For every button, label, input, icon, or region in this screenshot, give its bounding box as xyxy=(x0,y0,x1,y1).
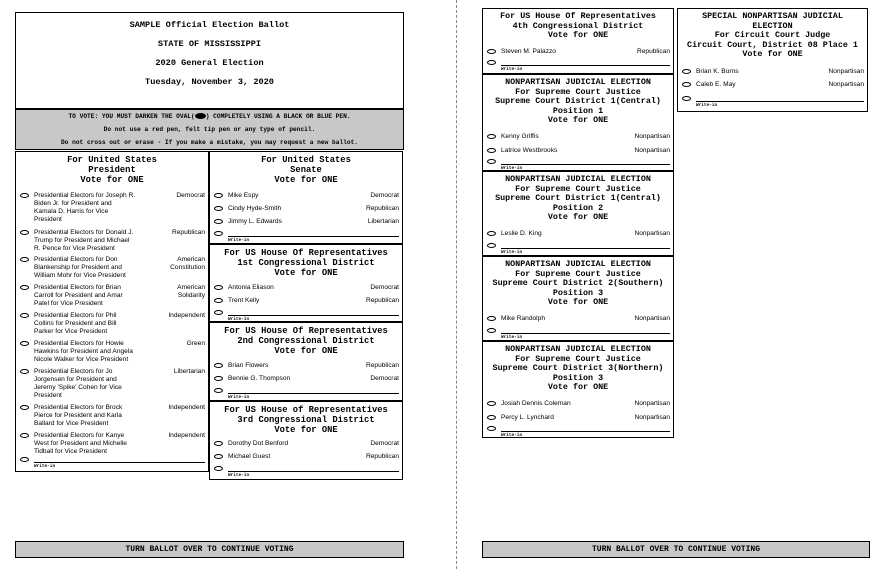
vote-oval[interactable] xyxy=(487,328,496,333)
candidate-name: Michael Guest xyxy=(228,453,271,460)
vote-oval[interactable] xyxy=(214,219,223,224)
candidate-row[interactable] xyxy=(483,147,673,156)
ballot-date: Tuesday, November 3, 2020 xyxy=(145,77,274,87)
vote-oval[interactable] xyxy=(20,405,29,410)
candidate-party: Green xyxy=(186,340,205,347)
vote-oval[interactable] xyxy=(487,134,496,139)
write-in-row[interactable] xyxy=(210,466,402,478)
candidate-name: Steven M. Palazzo xyxy=(501,48,556,55)
candidate-name: Leslie D. King xyxy=(501,230,542,237)
ballot-election: 2020 General Election xyxy=(155,58,264,68)
candidate-row[interactable] xyxy=(210,297,402,306)
candidate-name: Percy L. Lynchard xyxy=(501,414,554,421)
vote-oval[interactable] xyxy=(487,243,496,248)
write-in-line[interactable] xyxy=(501,431,670,432)
candidate-row[interactable] xyxy=(210,284,402,293)
candidate-row[interactable] xyxy=(210,362,402,371)
write-in-row[interactable] xyxy=(210,310,402,322)
candidate-name: Presidential Electors for Howie Hawkins for President and Angela Nicole Walker for Vice President xyxy=(34,340,133,363)
vote-oval[interactable] xyxy=(487,316,496,321)
vote-oval[interactable] xyxy=(214,285,223,290)
candidate-name: Presidential Electors for Donald J. Trump for President and Michael R. Pence for Vice President xyxy=(34,229,134,252)
contest-supreme-court-3: NONPARTISAN JUDICIAL ELECTION For Supreme Court Justice Supreme Court District 2(Southern) Position 3 Vote for ONE Mike Randolph Nonpartisan Write-in xyxy=(482,256,674,341)
vote-oval[interactable] xyxy=(487,159,496,164)
contest-house-1: For US House Of Representatives 1st Congressional District Vote for ONE Antonia Eliason Democrat Trent Kelly Republican Write-in xyxy=(209,244,403,322)
candidate-name: Mike Espy xyxy=(228,192,259,199)
candidate-name: Brian K. Burns xyxy=(696,68,739,75)
candidate-party: Republican xyxy=(366,453,399,460)
voting-instructions: TO VOTE: YOU MUST DARKEN THE OVAL( ) COMPLETELY USING A BLACK OR BLUE PEN. Do not use a red pen, felt tip pen or any type of pencil. Do not cross out or erase - If you make a mistake, you may request a new ballot. xyxy=(15,109,404,150)
contest-president: For United States President Vote for ONE Presidential Electors for Joseph R. Biden Jr. for President and Kamala D. Harris for Vice President Democrat Presidential Electors for Donald J. Trump for President and Michael R. Pence for Vice President Republican Presidential Electors for Don Blankenship for President and William Mohr for Vice President American Constitution Presidential Electors for Brian Carroll for President and Amar Patel for Vice President American Solidarity Presidential Electors for Phil Collins for President and Bill Parker for Vice President Independent Presidential Electors for Howie Hawkins for President and Angela Nicole Walker for Vice President Green Presidential Electors for Jo Jorgensen for President and Jeremy 'Spike' Cohen for Vice President Libertarian Presidential Electors for Brock Pierce for President and Karla Ballard for Vice President Independent Presidential Electors for Kanye West for President and Michelle Tidball for Vice President Independent Write-in xyxy=(15,151,209,472)
vote-oval[interactable] xyxy=(20,257,29,262)
vote-oval[interactable] xyxy=(214,441,223,446)
candidate-name: Caleb E. May xyxy=(696,81,736,88)
vote-oval[interactable] xyxy=(20,341,29,346)
write-in-row[interactable] xyxy=(210,231,402,243)
candidate-party: Libertarian xyxy=(367,218,399,225)
candidate-party: Nonpartisan xyxy=(634,133,670,140)
vote-oval[interactable] xyxy=(487,49,496,54)
candidate-row[interactable] xyxy=(210,192,402,201)
candidate-party: Democrat xyxy=(176,192,205,199)
candidate-row[interactable] xyxy=(210,440,402,449)
write-in-line[interactable] xyxy=(696,101,864,102)
write-in-label: Write-in xyxy=(228,395,250,400)
candidate-row[interactable] xyxy=(483,414,673,423)
write-in-line[interactable] xyxy=(501,333,670,334)
write-in-line[interactable] xyxy=(501,65,670,66)
write-in-line[interactable] xyxy=(228,471,399,472)
candidate-row[interactable] xyxy=(483,48,673,57)
candidate-name: Presidential Electors for Don Blankenship for President and William Mohr for Vice President xyxy=(34,256,126,279)
contest-supreme-court-2: NONPARTISAN JUDICIAL ELECTION For Supreme Court Justice Supreme Court District 1(Central) Position 2 Vote for ONE Leslie D. King Nonpartisan Write-in xyxy=(482,171,674,256)
candidate-party: Independent xyxy=(168,312,205,319)
candidate-name: Trent Kelly xyxy=(228,297,260,304)
candidate-name: Dorothy Dot Benford xyxy=(228,440,289,447)
candidate-row[interactable] xyxy=(16,192,208,226)
vote-oval[interactable] xyxy=(214,298,223,303)
candidate-party: Nonpartisan xyxy=(828,68,864,75)
turn-over-banner-front: TURN BALLOT OVER TO CONTINUE VOTING xyxy=(15,541,404,558)
vote-oval[interactable] xyxy=(487,148,496,153)
vote-oval[interactable] xyxy=(214,310,223,315)
candidate-name: Jimmy L. Edwards xyxy=(228,218,282,225)
candidate-row[interactable] xyxy=(210,453,402,462)
candidate-row[interactable] xyxy=(16,368,208,402)
candidate-party: Nonpartisan xyxy=(634,315,670,322)
candidate-party: Democrat xyxy=(370,192,399,199)
contest-house-4: For US House Of Representatives 4th Congressional District Vote for ONE Steven M. Palazzo Republican Write-in xyxy=(482,8,674,74)
write-in-label: Write-in xyxy=(501,335,523,340)
candidate-row[interactable] xyxy=(210,205,402,214)
candidate-row[interactable] xyxy=(483,230,673,239)
write-in-label: Write-in xyxy=(228,317,250,322)
candidate-row[interactable] xyxy=(483,400,673,409)
write-in-row[interactable] xyxy=(483,328,673,340)
candidate-party: Nonpartisan xyxy=(634,414,670,421)
vote-oval[interactable] xyxy=(487,401,496,406)
candidate-party: Republican xyxy=(366,205,399,212)
vote-oval[interactable] xyxy=(214,363,223,368)
candidate-party: Nonpartisan xyxy=(634,230,670,237)
vote-oval[interactable] xyxy=(214,231,223,236)
contest-house-2: For US House Of Representatives 2nd Congressional District Vote for ONE Brian Flowers Republican Bennie G. Thompson Democrat Write-in xyxy=(209,322,403,401)
candidate-party: Libertarian xyxy=(173,368,205,375)
candidate-party: Democrat xyxy=(370,375,399,382)
write-in-label: Write-in xyxy=(228,473,250,478)
candidate-name: Presidential Electors for Joseph R. Biden Jr. for President and Kamala D. Harris for Vice President xyxy=(34,192,136,223)
vote-oval[interactable] xyxy=(682,69,691,74)
candidate-party: American Solidarity xyxy=(177,284,205,299)
vote-oval[interactable] xyxy=(487,60,496,65)
candidate-row[interactable] xyxy=(210,218,402,227)
vote-oval[interactable] xyxy=(20,433,29,438)
candidate-party: Democrat xyxy=(370,440,399,447)
turn-over-banner-back: TURN BALLOT OVER TO CONTINUE VOTING xyxy=(482,541,870,558)
ballot-title: SAMPLE Official Election Ballot xyxy=(129,20,290,30)
write-in-row[interactable] xyxy=(16,457,208,469)
vote-oval[interactable] xyxy=(214,206,223,211)
candidate-party: Republican xyxy=(637,48,670,55)
candidate-party: Independent xyxy=(168,432,205,439)
write-in-label: Write-in xyxy=(501,433,523,438)
vote-oval[interactable] xyxy=(20,285,29,290)
vote-oval[interactable] xyxy=(487,415,496,420)
vote-oval[interactable] xyxy=(214,454,223,459)
vote-oval[interactable] xyxy=(20,193,29,198)
write-in-row[interactable] xyxy=(483,426,673,438)
vote-oval[interactable] xyxy=(214,193,223,198)
write-in-line[interactable] xyxy=(228,236,399,237)
vote-oval[interactable] xyxy=(20,457,29,462)
candidate-party: Nonpartisan xyxy=(634,400,670,407)
vote-oval[interactable] xyxy=(214,376,223,381)
vote-oval[interactable] xyxy=(487,426,496,431)
candidate-party: American Constitution xyxy=(170,256,205,271)
write-in-label: Write-in xyxy=(696,103,718,108)
candidate-row[interactable] xyxy=(678,68,867,77)
candidate-name: Presidential Electors for Phil Collins for President and Bill Parker for Vice President xyxy=(34,312,117,335)
candidate-name: Kenny Griffis xyxy=(501,133,539,140)
candidate-name: Latrice Westbrooks xyxy=(501,147,558,154)
write-in-row[interactable] xyxy=(210,388,402,400)
write-in-label: Write-in xyxy=(501,67,523,72)
write-in-row[interactable] xyxy=(483,243,673,255)
write-in-label: Write-in xyxy=(501,166,523,171)
contest-circuit-court: SPECIAL NONPARTISAN JUDICIAL ELECTION For Circuit Court Judge Circuit Court, District 08 Place 1 Vote for ONE Brian K. Burns Nonpartisan Caleb E. May Nonpartisan Write-in xyxy=(677,8,868,112)
candidate-name: Antonia Eliason xyxy=(228,284,274,291)
vote-oval[interactable] xyxy=(20,313,29,318)
candidate-party: Republican xyxy=(366,297,399,304)
candidate-party: Independent xyxy=(168,404,205,411)
write-in-label: Write-in xyxy=(501,250,523,255)
write-in-row[interactable] xyxy=(483,60,673,72)
candidate-name: Presidential Electors for Brock Pierce for President and Karla Ballard for Vice President xyxy=(34,404,123,427)
candidate-row[interactable] xyxy=(483,133,673,142)
vote-oval[interactable] xyxy=(682,96,691,101)
candidate-party: Republican xyxy=(366,362,399,369)
vote-oval[interactable] xyxy=(487,231,496,236)
candidate-name: Cindy Hyde-Smith xyxy=(228,205,282,212)
filled-oval-icon xyxy=(195,113,206,119)
vote-oval[interactable] xyxy=(682,82,691,87)
write-in-line[interactable] xyxy=(501,164,670,165)
write-in-label: Write-in xyxy=(34,464,56,469)
candidate-party: Democrat xyxy=(370,284,399,291)
candidate-row[interactable] xyxy=(678,81,867,90)
candidate-party: Nonpartisan xyxy=(634,147,670,154)
candidate-name: Presidential Electors for Kanye West for President and Michelle Tidball for Vice President xyxy=(34,432,127,455)
write-in-row[interactable] xyxy=(483,159,673,171)
candidate-name: Mike Randolph xyxy=(501,315,545,322)
vote-oval[interactable] xyxy=(214,388,223,393)
write-in-row[interactable] xyxy=(678,96,867,108)
ballot-header xyxy=(15,12,404,109)
vote-oval[interactable] xyxy=(20,230,29,235)
candidate-name: Bennie G. Thompson xyxy=(228,375,291,382)
write-in-line[interactable] xyxy=(501,248,670,249)
contest-supreme-court-1: NONPARTISAN JUDICIAL ELECTION For Supreme Court Justice Supreme Court District 1(Central) Position 1 Vote for ONE Kenny Griffis Nonpartisan Latrice Westbrooks Nonpartisan Write-in xyxy=(482,74,674,171)
write-in-line[interactable] xyxy=(34,462,205,463)
write-in-line[interactable] xyxy=(228,315,399,316)
candidate-name: Presidential Electors for Jo Jorgensen for President and Jeremy 'Spike' Cohen for Vice President xyxy=(34,368,122,399)
write-in-label: Write-in xyxy=(228,238,250,243)
vote-oval[interactable] xyxy=(214,466,223,471)
vote-oval[interactable] xyxy=(20,369,29,374)
page-divider xyxy=(456,0,457,569)
contest-house-3: For US House of Representatives 3rd Congressional District Vote for ONE Dorothy Dot Benford Democrat Michael Guest Republican Write-in xyxy=(209,401,403,480)
write-in-line[interactable] xyxy=(228,393,399,394)
candidate-party: Nonpartisan xyxy=(828,81,864,88)
ballot-state: STATE OF MISSISSIPPI xyxy=(157,39,262,49)
candidate-row[interactable] xyxy=(483,315,673,324)
candidate-party: Republican xyxy=(172,229,205,236)
contest-senate: For United States Senate Vote for ONE Mike Espy Democrat Cindy Hyde-Smith Republican Jimmy L. Edwards Libertarian Write-in xyxy=(209,151,403,244)
candidate-name: Brian Flowers xyxy=(228,362,269,369)
candidate-row[interactable] xyxy=(210,375,402,384)
contest-supreme-court-4: NONPARTISAN JUDICIAL ELECTION For Supreme Court Justice Supreme Court District 3(Northern) Position 3 Vote for ONE Josiah Dennis Coleman Nonpartisan Percy L. Lynchard Nonpartisan Write-in xyxy=(482,341,674,438)
candidate-name: Josiah Dennis Coleman xyxy=(501,400,571,407)
candidate-name: Presidential Electors for Brian Carroll for President and Amar Patel for Vice President xyxy=(34,284,123,307)
